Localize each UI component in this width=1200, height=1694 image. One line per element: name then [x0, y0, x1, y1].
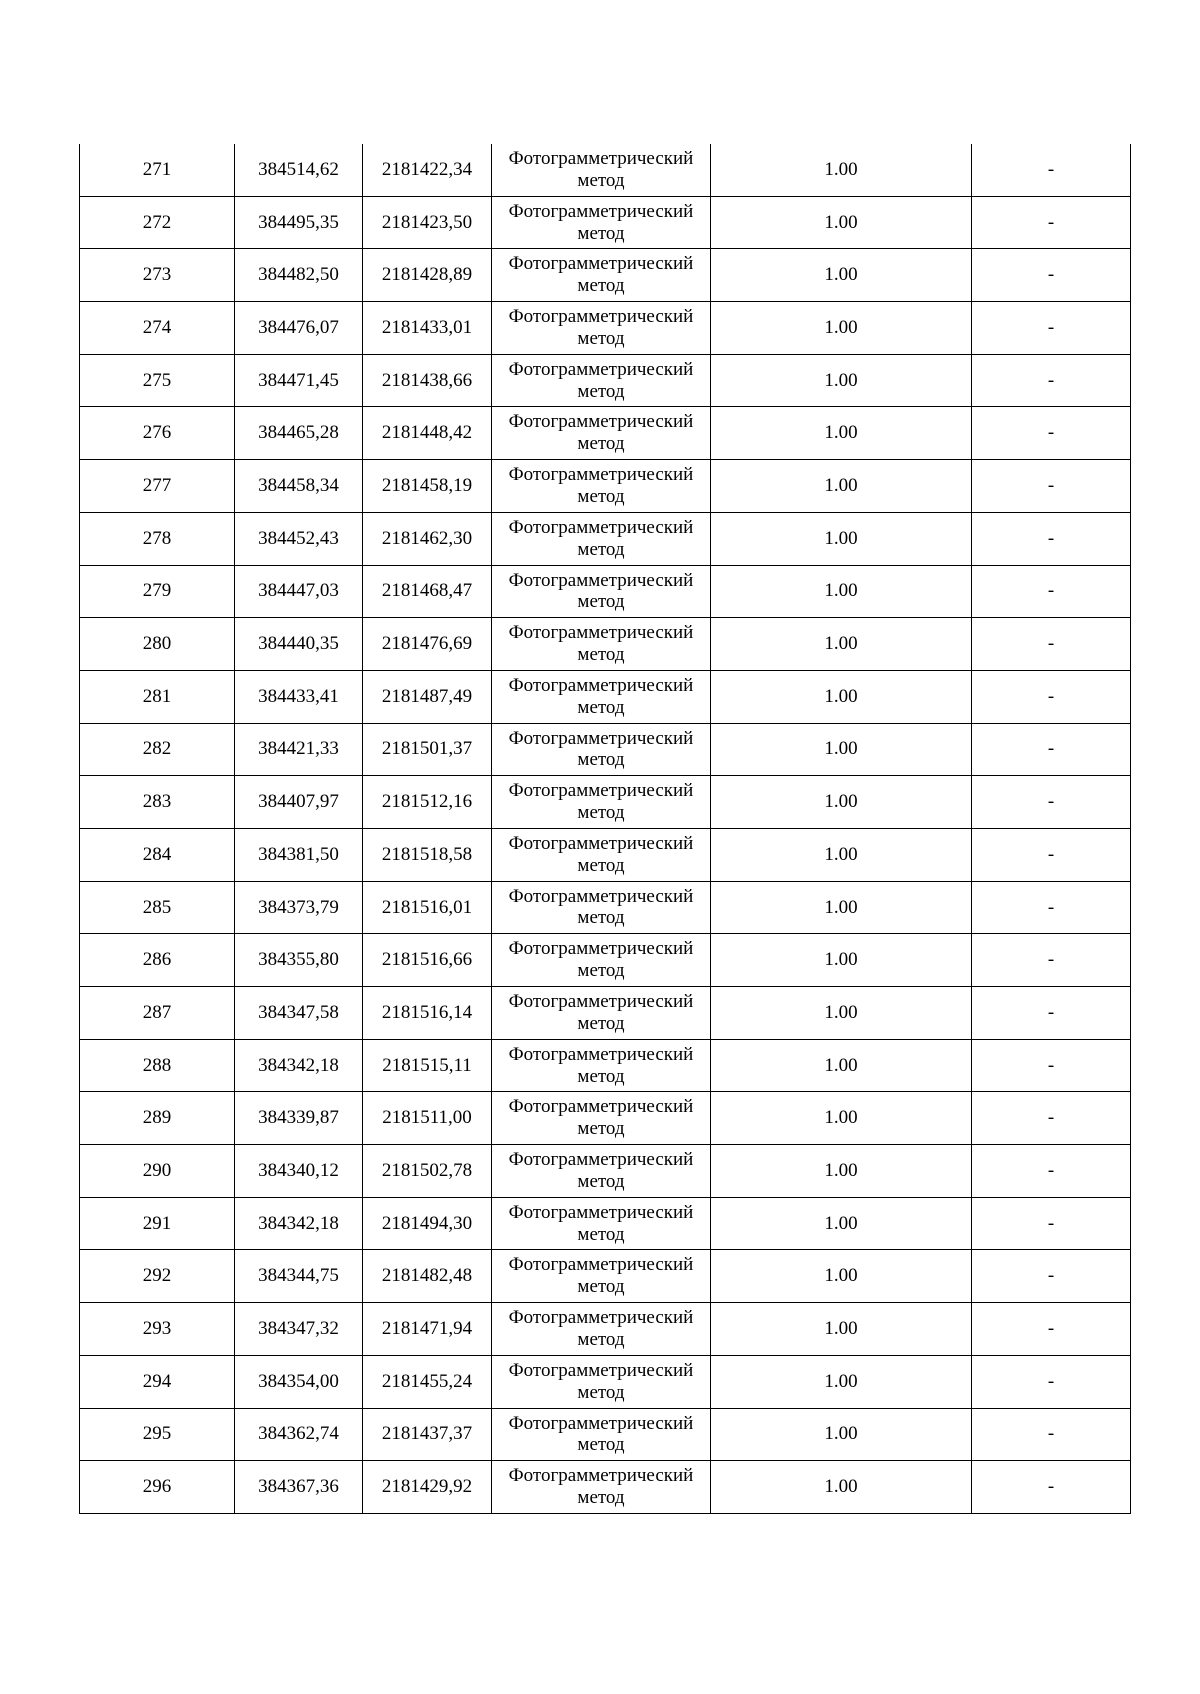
- accuracy-cell: 1.00: [711, 776, 972, 829]
- accuracy-cell: 1.00: [711, 565, 972, 618]
- note-cell: -: [972, 144, 1131, 196]
- method-line-2: метод: [577, 591, 625, 613]
- point-number-cell: 280: [80, 618, 235, 671]
- y-coordinate-cell: 2181471,94: [363, 1303, 492, 1356]
- accuracy-cell: 1.00: [711, 828, 972, 881]
- method-cell: [492, 828, 711, 881]
- note-cell: -: [972, 1355, 1131, 1408]
- accuracy-cell: 1.00: [711, 881, 972, 934]
- y-coordinate-cell: 2181455,24: [363, 1355, 492, 1408]
- method-cell: [492, 670, 711, 723]
- method-cell: [492, 1145, 711, 1198]
- table-row: [80, 1039, 1131, 1092]
- method-cell: [492, 934, 711, 987]
- x-coordinate-cell: 384381,50: [235, 828, 363, 881]
- method-line-1: Фотограмметрический: [508, 200, 694, 222]
- table-row: [80, 776, 1131, 829]
- method-cell: [492, 987, 711, 1040]
- table-row: [80, 565, 1131, 618]
- y-coordinate-cell: 2181448,42: [363, 407, 492, 460]
- x-coordinate-cell: 384452,43: [235, 512, 363, 565]
- point-number-cell: 282: [80, 723, 235, 776]
- accuracy-cell: 1.00: [711, 1197, 972, 1250]
- method-cell: [492, 1250, 711, 1303]
- method-line-2: метод: [577, 1012, 625, 1034]
- method-line-1: Фотограмметрический: [508, 516, 694, 538]
- accuracy-cell: 1.00: [711, 934, 972, 987]
- x-coordinate-cell: 384354,00: [235, 1355, 363, 1408]
- method-line-1: Фотограмметрический: [508, 411, 694, 433]
- point-number-cell: 277: [80, 460, 235, 513]
- method-cell: [492, 618, 711, 671]
- x-coordinate-cell: 384339,87: [235, 1092, 363, 1145]
- y-coordinate-cell: 2181482,48: [363, 1250, 492, 1303]
- method-cell: [492, 1092, 711, 1145]
- y-coordinate-cell: 2181487,49: [363, 670, 492, 723]
- note-cell: -: [972, 987, 1131, 1040]
- x-coordinate-cell: 384514,62: [235, 144, 363, 196]
- point-number-cell: 274: [80, 302, 235, 355]
- accuracy-cell: 1.00: [711, 1250, 972, 1303]
- method-line-2: метод: [577, 433, 625, 455]
- point-number-cell: 286: [80, 934, 235, 987]
- note-cell: -: [972, 1303, 1131, 1356]
- method-cell: [492, 460, 711, 513]
- method-cell: [492, 881, 711, 934]
- method-cell: [492, 302, 711, 355]
- method-cell: [492, 407, 711, 460]
- point-number-cell: 285: [80, 881, 235, 934]
- y-coordinate-cell: 2181437,37: [363, 1408, 492, 1461]
- point-number-cell: 292: [80, 1250, 235, 1303]
- accuracy-cell: 1.00: [711, 196, 972, 249]
- method-line-1: Фотограмметрический: [508, 991, 694, 1012]
- y-coordinate-cell: 2181422,34: [363, 144, 492, 196]
- x-coordinate-cell: 384433,41: [235, 670, 363, 723]
- point-number-cell: 281: [80, 670, 235, 723]
- note-cell: -: [972, 1197, 1131, 1250]
- note-cell: -: [972, 828, 1131, 881]
- x-coordinate-cell: 384340,12: [235, 1145, 363, 1198]
- method-line-1: Фотограмметрический: [508, 1043, 694, 1065]
- method-line-2: метод: [577, 275, 625, 297]
- x-coordinate-cell: 384495,35: [235, 196, 363, 249]
- method-line-2: метод: [577, 907, 625, 929]
- accuracy-cell: 1.00: [711, 249, 972, 302]
- point-number-cell: 293: [80, 1303, 235, 1356]
- y-coordinate-cell: 2181462,30: [363, 512, 492, 565]
- x-coordinate-cell: 384471,45: [235, 354, 363, 407]
- method-line-1: Фотограмметрический: [508, 1201, 694, 1223]
- point-number-cell: 271: [80, 144, 235, 196]
- table-row: [80, 987, 1131, 1040]
- point-number-cell: 294: [80, 1355, 235, 1408]
- accuracy-cell: 1.00: [711, 302, 972, 355]
- accuracy-cell: 1.00: [711, 618, 972, 671]
- method-line-2: метод: [577, 1487, 625, 1509]
- method-line-1: Фотограмметрический: [508, 832, 694, 854]
- table-row: [80, 670, 1131, 723]
- accuracy-cell: 1.00: [711, 1461, 972, 1514]
- method-line-2: метод: [577, 1276, 625, 1298]
- method-line-2: метод: [577, 380, 625, 402]
- note-cell: -: [972, 1408, 1131, 1461]
- method-line-1: Фотограмметрический: [508, 780, 694, 802]
- method-cell: [492, 1461, 711, 1514]
- method-line-2: метод: [577, 222, 625, 244]
- method-line-2: метод: [577, 485, 625, 507]
- method-line-1: Фотограмметрический: [508, 253, 694, 275]
- table-row: [80, 196, 1131, 249]
- x-coordinate-cell: 384367,36: [235, 1461, 363, 1514]
- note-cell: -: [972, 1145, 1131, 1198]
- table-row: [80, 1250, 1131, 1303]
- x-coordinate-cell: 384421,33: [235, 723, 363, 776]
- table-row: [80, 302, 1131, 355]
- point-number-cell: 296: [80, 1461, 235, 1514]
- method-line-2: метод: [577, 1118, 625, 1140]
- x-coordinate-cell: 384482,50: [235, 249, 363, 302]
- table-row: [80, 354, 1131, 407]
- y-coordinate-cell: 2181518,58: [363, 828, 492, 881]
- accuracy-cell: 1.00: [711, 1145, 972, 1198]
- y-coordinate-cell: 2181516,01: [363, 881, 492, 934]
- method-line-2: метод: [577, 327, 625, 349]
- accuracy-cell: 1.00: [711, 512, 972, 565]
- table-row: [80, 828, 1131, 881]
- x-coordinate-cell: 384347,58: [235, 987, 363, 1040]
- method-line-2: метод: [577, 696, 625, 718]
- point-number-cell: 279: [80, 565, 235, 618]
- point-number-cell: 275: [80, 354, 235, 407]
- method-cell: [492, 144, 711, 196]
- note-cell: -: [972, 407, 1131, 460]
- method-line-2: метод: [577, 1381, 625, 1403]
- point-number-cell: 290: [80, 1145, 235, 1198]
- accuracy-cell: 1.00: [711, 460, 972, 513]
- method-line-2: метод: [577, 1223, 625, 1245]
- accuracy-cell: 1.00: [711, 1355, 972, 1408]
- coordinates-table: [79, 144, 1131, 1514]
- method-line-2: метод: [577, 1328, 625, 1350]
- method-line-2: метод: [577, 169, 625, 191]
- method-line-2: метод: [577, 1434, 625, 1456]
- y-coordinate-cell: 2181458,19: [363, 460, 492, 513]
- table-row: [80, 1461, 1131, 1514]
- note-cell: -: [972, 934, 1131, 987]
- note-cell: -: [972, 1039, 1131, 1092]
- accuracy-cell: 1.00: [711, 1303, 972, 1356]
- y-coordinate-cell: 2181423,50: [363, 196, 492, 249]
- table-row: [80, 460, 1131, 513]
- note-cell: -: [972, 776, 1131, 829]
- method-line-1: Фотограмметрический: [508, 674, 694, 696]
- y-coordinate-cell: 2181516,66: [363, 934, 492, 987]
- method-line-1: Фотограмметрический: [508, 1254, 694, 1276]
- x-coordinate-cell: 384476,07: [235, 302, 363, 355]
- note-cell: -: [972, 618, 1131, 671]
- table-row: [80, 1408, 1131, 1461]
- accuracy-cell: 1.00: [711, 407, 972, 460]
- x-coordinate-cell: 384355,80: [235, 934, 363, 987]
- point-number-cell: 295: [80, 1408, 235, 1461]
- note-cell: -: [972, 512, 1131, 565]
- method-line-1: Фотограмметрический: [508, 727, 694, 749]
- accuracy-cell: 1.00: [711, 670, 972, 723]
- table-row: [80, 249, 1131, 302]
- method-cell: [492, 723, 711, 776]
- y-coordinate-cell: 2181511,00: [363, 1092, 492, 1145]
- table-row: [80, 144, 1131, 196]
- method-cell: [492, 249, 711, 302]
- coordinates-table-body: [80, 144, 1131, 1513]
- y-coordinate-cell: 2181429,92: [363, 1461, 492, 1514]
- method-line-1: Фотограмметрический: [508, 885, 694, 907]
- y-coordinate-cell: 2181516,14: [363, 987, 492, 1040]
- method-cell: [492, 565, 711, 618]
- table-row: [80, 1355, 1131, 1408]
- y-coordinate-cell: 2181512,16: [363, 776, 492, 829]
- note-cell: -: [972, 723, 1131, 776]
- y-coordinate-cell: 2181494,30: [363, 1197, 492, 1250]
- point-number-cell: 284: [80, 828, 235, 881]
- point-number-cell: 291: [80, 1197, 235, 1250]
- note-cell: -: [972, 196, 1131, 249]
- method-line-1: Фотограмметрический: [508, 1465, 694, 1487]
- method-line-1: Фотограмметрический: [508, 306, 694, 328]
- method-line-2: метод: [577, 854, 625, 876]
- note-cell: -: [972, 565, 1131, 618]
- point-number-cell: 278: [80, 512, 235, 565]
- note-cell: -: [972, 460, 1131, 513]
- method-line-1: Фотограмметрический: [508, 1096, 694, 1118]
- method-line-2: метод: [577, 802, 625, 824]
- y-coordinate-cell: 2181438,66: [363, 354, 492, 407]
- y-coordinate-cell: 2181476,69: [363, 618, 492, 671]
- point-number-cell: 287: [80, 987, 235, 1040]
- method-line-1: Фотограмметрический: [508, 1412, 694, 1434]
- note-cell: -: [972, 1461, 1131, 1514]
- method-cell: [492, 1355, 711, 1408]
- method-line-1: Фотограмметрический: [508, 464, 694, 486]
- method-line-1: Фотограмметрический: [508, 148, 694, 169]
- accuracy-cell: 1.00: [711, 1408, 972, 1461]
- x-coordinate-cell: 384458,34: [235, 460, 363, 513]
- method-line-1: Фотограмметрический: [508, 622, 694, 644]
- table-row: [80, 407, 1131, 460]
- method-cell: [492, 512, 711, 565]
- method-line-1: Фотограмметрический: [508, 569, 694, 591]
- method-line-2: метод: [577, 960, 625, 982]
- x-coordinate-cell: 384440,35: [235, 618, 363, 671]
- table-row: [80, 618, 1131, 671]
- y-coordinate-cell: 2181502,78: [363, 1145, 492, 1198]
- note-cell: -: [972, 302, 1131, 355]
- note-cell: -: [972, 1092, 1131, 1145]
- table-row: [80, 1197, 1131, 1250]
- method-line-1: Фотограмметрический: [508, 358, 694, 380]
- point-number-cell: 272: [80, 196, 235, 249]
- accuracy-cell: 1.00: [711, 1039, 972, 1092]
- method-cell: [492, 1197, 711, 1250]
- note-cell: -: [972, 1250, 1131, 1303]
- table-row: [80, 934, 1131, 987]
- method-line-2: метод: [577, 1170, 625, 1192]
- y-coordinate-cell: 2181515,11: [363, 1039, 492, 1092]
- method-cell: [492, 1408, 711, 1461]
- x-coordinate-cell: 384373,79: [235, 881, 363, 934]
- method-line-2: метод: [577, 538, 625, 560]
- x-coordinate-cell: 384362,74: [235, 1408, 363, 1461]
- note-cell: -: [972, 249, 1131, 302]
- method-cell: [492, 1303, 711, 1356]
- accuracy-cell: 1.00: [711, 723, 972, 776]
- accuracy-cell: 1.00: [711, 354, 972, 407]
- method-line-1: Фотограмметрический: [508, 938, 694, 960]
- y-coordinate-cell: 2181428,89: [363, 249, 492, 302]
- note-cell: -: [972, 354, 1131, 407]
- point-number-cell: 276: [80, 407, 235, 460]
- method-line-1: Фотограмметрический: [508, 1149, 694, 1171]
- method-line-1: Фотограмметрический: [508, 1307, 694, 1329]
- table-row: [80, 723, 1131, 776]
- method-line-2: метод: [577, 749, 625, 771]
- method-cell: [492, 776, 711, 829]
- point-number-cell: 289: [80, 1092, 235, 1145]
- y-coordinate-cell: 2181468,47: [363, 565, 492, 618]
- method-cell: [492, 354, 711, 407]
- table-row: [80, 512, 1131, 565]
- method-line-1: Фотограмметрический: [508, 1359, 694, 1381]
- x-coordinate-cell: 384465,28: [235, 407, 363, 460]
- table-row: [80, 1303, 1131, 1356]
- method-cell: [492, 196, 711, 249]
- point-number-cell: 283: [80, 776, 235, 829]
- method-line-2: метод: [577, 644, 625, 666]
- note-cell: -: [972, 670, 1131, 723]
- accuracy-cell: 1.00: [711, 144, 972, 196]
- accuracy-cell: 1.00: [711, 987, 972, 1040]
- note-cell: -: [972, 881, 1131, 934]
- point-number-cell: 273: [80, 249, 235, 302]
- table-row: [80, 881, 1131, 934]
- y-coordinate-cell: 2181433,01: [363, 302, 492, 355]
- table-row: [80, 1145, 1131, 1198]
- x-coordinate-cell: 384347,32: [235, 1303, 363, 1356]
- x-coordinate-cell: 384447,03: [235, 565, 363, 618]
- table-row: [80, 1092, 1131, 1145]
- x-coordinate-cell: 384342,18: [235, 1039, 363, 1092]
- point-number-cell: 288: [80, 1039, 235, 1092]
- method-line-2: метод: [577, 1065, 625, 1087]
- y-coordinate-cell: 2181501,37: [363, 723, 492, 776]
- accuracy-cell: 1.00: [711, 1092, 972, 1145]
- x-coordinate-cell: 384407,97: [235, 776, 363, 829]
- x-coordinate-cell: 384344,75: [235, 1250, 363, 1303]
- method-cell: [492, 1039, 711, 1092]
- x-coordinate-cell: 384342,18: [235, 1197, 363, 1250]
